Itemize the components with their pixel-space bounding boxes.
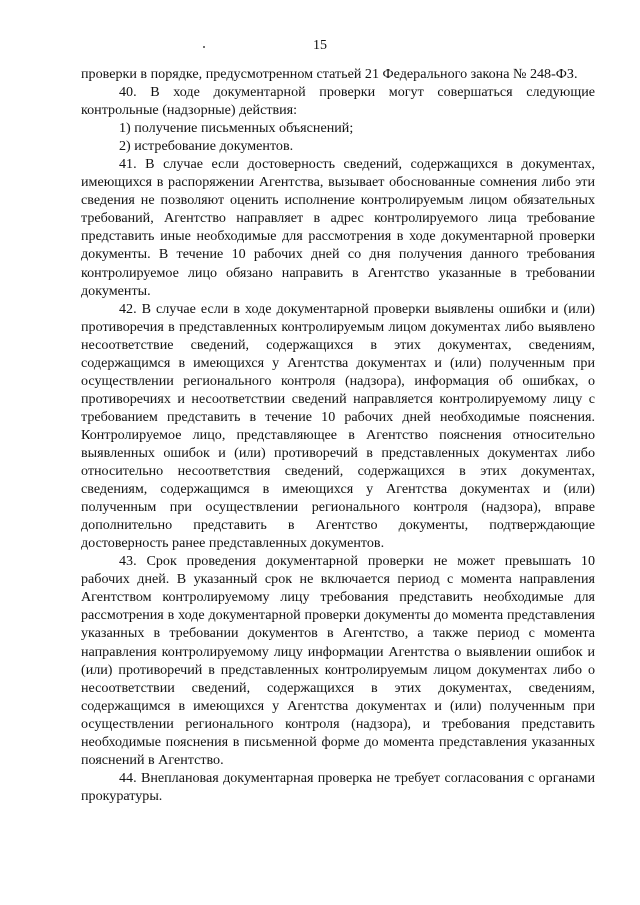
paragraph-41: 41. В случае если достоверность сведений, содержащихся в документах, имеющихся в распоряжении Агентства, вызывает обоснованные сомнения либо эти сведения не позволяют оценить исполнение контролируемым лицом обязательных требований, Агентство направляет в адрес контролируемого лица требование представить иные необходимые для рассмотрения в ходе документарной проверки документы. В течение 10 рабочих дней со дня получения данного требования контролируемое лицо обязано направить в Агентство указанные в требовании документы. [81, 156, 595, 299]
paragraph-42: 42. В случае если в ходе документарной проверки выявлены ошибки и (или) противоречия в представленных контролируемым лицом документах либо выявлено несоответствие сведений, содержащихся в этих документах, сведениям, содержащимся в имеющихся у Агентства документах и (или) полученным при осуществлении регионального контроля (надзора), информация об ошибках, о противоречиях и несоответствии сведений направляется контролируемому лицу с требованием представить в течение 10 рабочих дней необходимые пояснения. Контролируемое лицо, представляющее в Агентство пояснения относительно выявленных ошибок и (или) противоречий в представленных документах либо относительно несоответствия сведений, содержащихся в этих документах, сведениям, содержащимся в имеющихся у Агентства документах и (или) полученным при осуществлении регионального контроля (надзора), вправе дополнительно представить в Агентство документы, подтверждающие достоверность ранее представленных документов. [81, 300, 595, 552]
list-item-1: 1) получение письменных объяснений; [119, 120, 354, 137]
paragraph-44: 44. Внеплановая документарная проверка не требует согласования с органами прокуратуры. [81, 769, 595, 804]
page-number: 15 [313, 38, 327, 53]
document-body [81, 65, 595, 805]
paragraph-40: 40. В ходе документарной проверки могут совершаться следующие контрольные (надзорные) действия: [81, 84, 595, 119]
list-item-2: 2) истребование документов. [119, 138, 294, 155]
paragraph-continuation: проверки в порядке, предусмотренном статьей 21 Федерального закона № 248-ФЗ. [81, 66, 578, 82]
paragraph-43: 43. Срок проведения документарной проверки не может превышать 10 рабочих дней. В указанный срок не включается период с момента направления Агентством контролируемому лицу требования представить необходимые для рассмотрения в ходе документарной проверки документы до момента представления указанных в требовании документов в Агентство, а также период с момента направления контролируемому лицу информации Агентства о выявлении ошибок и (или) противоречий в представленных контролируемым лицом документах либо о несоответствии сведений, содержащихся в этих документах, сведениям, содержащимся в имеющихся у Агентства документах и (или) полученным при осуществлении регионального контроля (надзора), и требования представить необходимые пояснения в письменной форме до момента представления указанных пояснений в Агентство. [81, 553, 595, 768]
